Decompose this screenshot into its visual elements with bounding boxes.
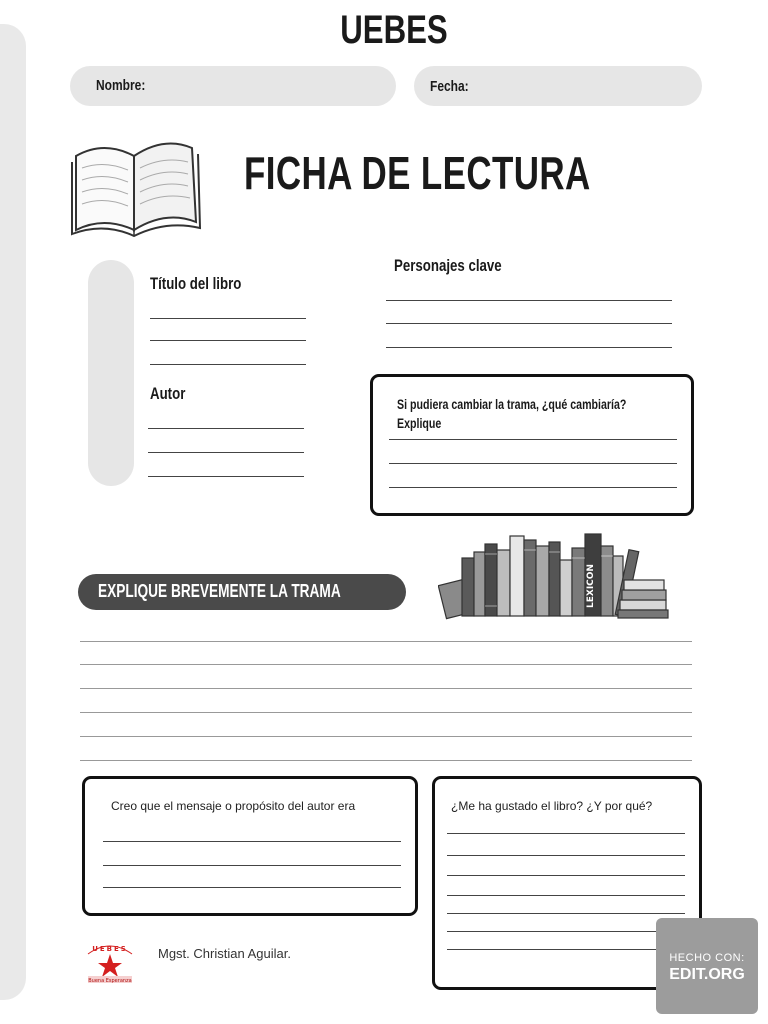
spine-text: LEXICON [586, 564, 596, 608]
plot-change-line[interactable] [389, 439, 677, 440]
liked-line[interactable] [447, 913, 685, 914]
side-strip [0, 24, 26, 1000]
school-title: UEBES [340, 8, 448, 52]
plot-line[interactable] [80, 641, 692, 642]
plot-change-line[interactable] [389, 487, 677, 488]
date-field[interactable] [414, 66, 702, 106]
badge-line2: EDIT.ORG [669, 966, 745, 983]
name-label: Nombre: [96, 77, 146, 94]
plot-line[interactable] [80, 688, 692, 689]
message-question: Creo que el mensaje o propósito del autor era [111, 799, 356, 813]
plot-line[interactable] [80, 736, 692, 737]
author-line[interactable] [148, 452, 304, 453]
liked-line[interactable] [447, 875, 685, 876]
liked-line[interactable] [447, 833, 685, 834]
logo-text: UEBES [92, 945, 128, 953]
plot-line[interactable] [80, 712, 692, 713]
logo-subtext: Buena Esperanza [88, 978, 132, 984]
message-line[interactable] [103, 865, 401, 866]
left-panel-strip [88, 260, 134, 486]
footer-author: Mgst. Christian Aguilar. [158, 946, 291, 961]
bookshelf-icon [438, 530, 670, 620]
made-with-badge[interactable] [656, 918, 758, 1014]
characters-label: Personajes clave [394, 256, 502, 275]
liked-line[interactable] [447, 895, 685, 896]
plot-change-line[interactable] [389, 463, 677, 464]
plot-change-box [370, 374, 694, 516]
book-title-label: Título del libro [150, 274, 242, 293]
page-title: FICHA DE LECTURA [244, 147, 591, 199]
plot-banner [78, 574, 406, 610]
liked-line[interactable] [447, 949, 685, 950]
message-line[interactable] [103, 887, 401, 888]
open-book-icon [70, 134, 202, 238]
liked-question: ¿Me ha gustado el libro? ¿Y por qué? [451, 799, 653, 813]
author-line[interactable] [148, 428, 304, 429]
plot-change-question: Si pudiera cambiar la trama, ¿qué cambiaría? Explique [397, 396, 627, 431]
book-title-line[interactable] [150, 340, 306, 341]
characters-line[interactable] [386, 323, 672, 324]
message-box [82, 776, 418, 916]
message-line[interactable] [103, 841, 401, 842]
date-label: Fecha: [430, 78, 469, 95]
plot-line[interactable] [80, 760, 692, 761]
book-title-line[interactable] [150, 364, 306, 365]
author-line[interactable] [148, 476, 304, 477]
characters-line[interactable] [386, 347, 672, 348]
characters-line[interactable] [386, 300, 672, 301]
liked-line[interactable] [447, 931, 685, 932]
badge-line1: HECHO CON: [669, 952, 745, 964]
plot-line[interactable] [80, 664, 692, 665]
liked-line[interactable] [447, 855, 685, 856]
school-logo [84, 940, 136, 984]
author-label: Autor [150, 384, 186, 403]
plot-banner-label: EXPLIQUE BREVEMENTE LA TRAMA [98, 581, 341, 601]
name-field[interactable] [70, 66, 396, 106]
book-title-line[interactable] [150, 318, 306, 319]
